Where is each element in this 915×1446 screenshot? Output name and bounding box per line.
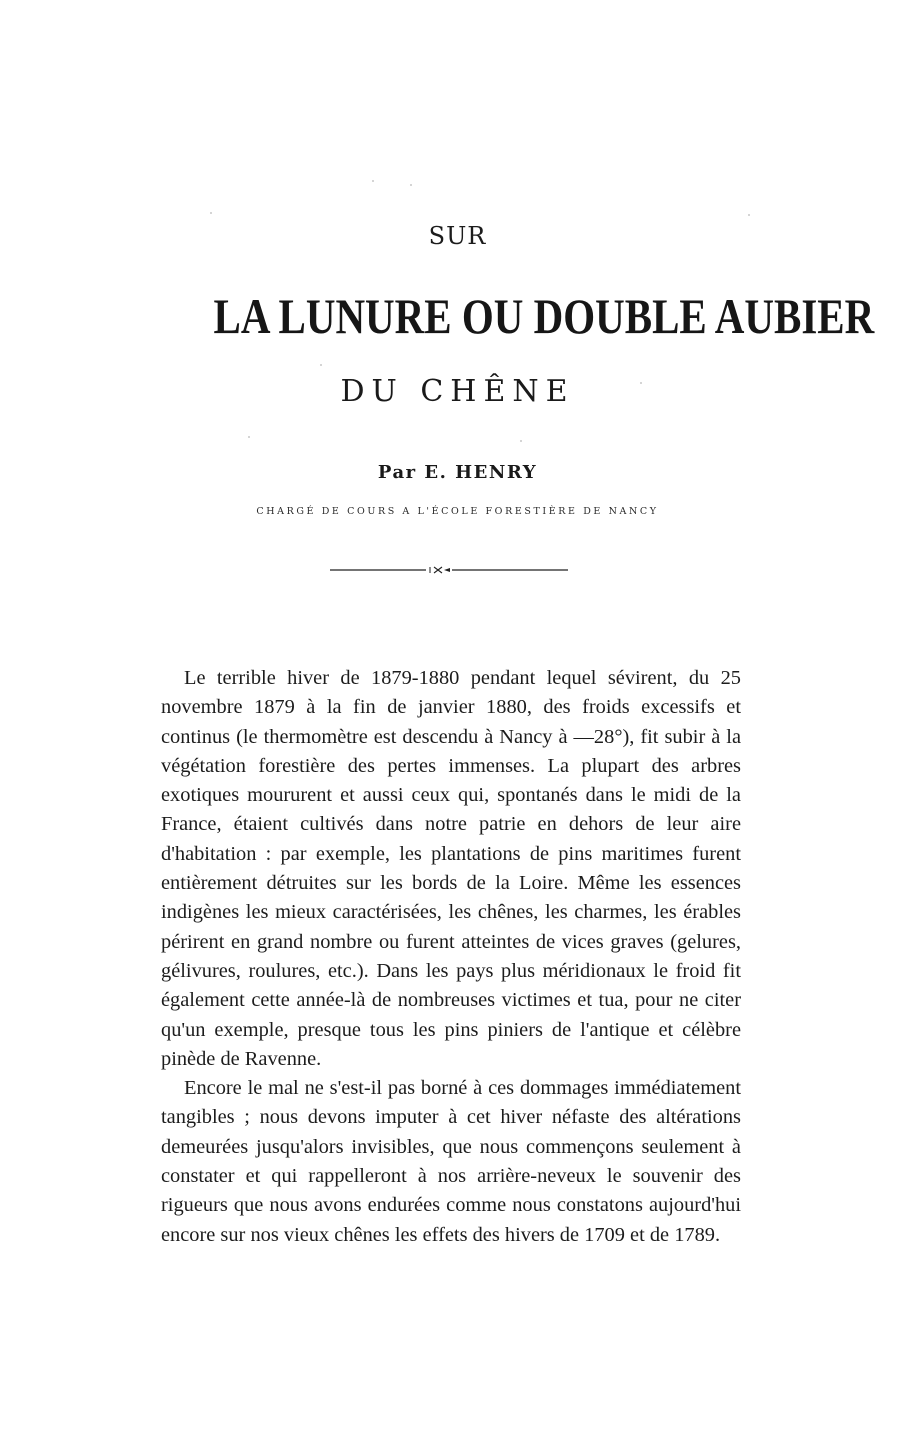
- article-subtitle: DU CHÊNE: [340, 374, 575, 409]
- paragraph: Encore le mal ne s'est-il pas borné à ces dommages immédiatement tangibles ; nous devons imputer à cet hiver néfaste des altérations demeurées jusqu'alors invisibles, que nous commençons seulement à constater et qui rappelleront à nos arrière-neveux le souvenir des rigueurs que nous avons endurées comme nous constatons aujourd'hui encore sur nos vieux chênes les effets des hivers de 1709 et de 1789.: [161, 1077, 741, 1246]
- ornamental-rule-icon: [330, 564, 568, 576]
- body-text: [161, 664, 741, 1250]
- author-line: Par E. HENRY: [377, 462, 538, 483]
- article-title: LA LUNURE OU DOUBLE AUBIER: [213, 288, 875, 344]
- scan-speck: [410, 184, 412, 186]
- paragraph: Le terrible hiver de 1879-1880 pendant lequel sévirent, du 25 novembre 1879 à la fin de janvier 1880, des froids excessifs et continus (le thermomètre est descendu à Nancy à —28°), fit subir à la végétation forestière des pertes immenses. La plupart des arbres exotiques moururent et aussi ceux qui, spontanés dans le midi de la France, étaient cultivés dans notre patrie en dehors de leur aire d'habitation : par exemple, les plantations de pins maritimes furent entièrement détruites sur les bords de la Loire. Même les essences indigènes les mieux caractérisées, les chênes, les charmes, les érables périrent en grand nombre ou furent atteintes de vices graves (gelures, gélivures, roulures, etc.). Dans les pays plus méridionaux le froid fit également cette année-là de nombreuses victimes et tua, pour ne citer qu'un exemple, presque tous les pins piniers de l'antique et célèbre pinède de Ravenne.: [161, 667, 741, 1070]
- scan-speck: [320, 364, 322, 366]
- pre-title: SUR: [428, 222, 487, 250]
- scan-speck: [372, 180, 374, 182]
- scan-speck: [748, 214, 750, 216]
- scan-speck: [520, 440, 522, 442]
- author-affiliation: CHARGÉ DE COURS A L'ÉCOLE FORESTIÈRE DE NANCY: [256, 506, 659, 517]
- scan-speck: [248, 436, 250, 438]
- scan-speck: [210, 212, 212, 214]
- scan-speck: [640, 382, 642, 384]
